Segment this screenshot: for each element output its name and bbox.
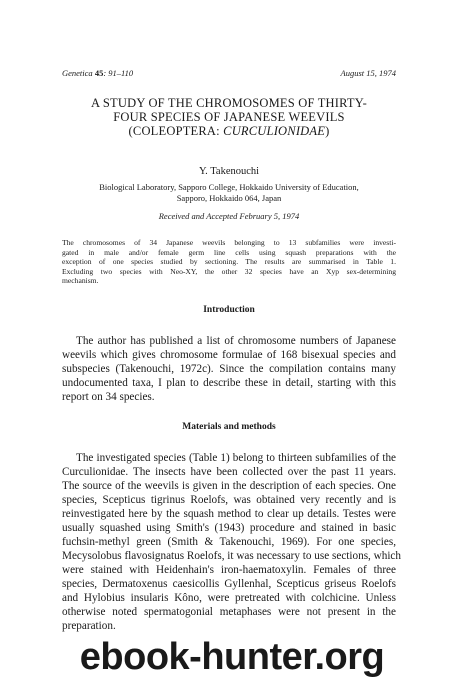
abstract-line: gated in male and/or female germ line cells using squash preparations with the: [62, 247, 396, 257]
paragraph-line: usually squashed using Smith's (1943) procedure and stained in basic: [62, 522, 396, 534]
affiliation: [70, 182, 388, 204]
abstract: [62, 238, 396, 286]
paragraph-line: report on 34 species.: [62, 391, 155, 403]
paragraph-line: reinvestigated here by the squash method to clear up details. Testes were: [62, 508, 396, 520]
watermark-text: ebook-hunter.org: [79, 636, 385, 678]
title-line: FOUR SPECIES OF JAPANESE WEEVILS: [113, 110, 345, 124]
paragraph-line: preparation.: [62, 620, 116, 632]
paragraph-line: undocumented taxa, I plan to describe these in detail, starting with this: [62, 377, 396, 389]
paper-title: [55, 96, 403, 138]
paragraph-line: The author has published a list of chromosome numbers of Japanese: [76, 335, 396, 347]
paragraph-line: subspecies (Takenouchi, 1972c). Since the compilation contains many: [62, 363, 396, 375]
author-name: Y. Takenouchi: [198, 166, 260, 177]
family-name: CURCULIONIDAE: [223, 124, 326, 138]
paragraph-line: The source of the weevils is given in the description of each species. One: [62, 480, 396, 492]
introduction-paragraph: [62, 334, 396, 404]
abstract-line: Excluding two species with Neo-XY, the other 32 species have an Xyp sex-determining: [62, 266, 396, 276]
affiliation-line: Sapporo, Hokkaido 064, Japan: [176, 193, 282, 203]
paragraph-line: weevils which gives chromosome formulae of 168 bisexual species and: [62, 349, 396, 361]
paragraph-line: otherwise noted spermatogonial metaphases were not present in the: [62, 606, 396, 618]
paragraph-line: Mecysolobus flavosignatus Roelofs, it was necessary to use sections, which: [62, 550, 401, 562]
received-date: Received and Accepted February 5, 1974: [158, 211, 300, 221]
paragraph-line: fuchsin-methyl green (Smith & Takenouchi, 1969). For one species,: [62, 536, 396, 548]
journal-citation: [62, 68, 133, 78]
title-line: A STUDY OF THE CHROMOSOMES OF THIRTY-: [91, 96, 367, 110]
paragraph-line: Curculionidae. The insects have been collected over the past 11 years.: [62, 466, 396, 478]
paragraph-line: The investigated species (Table 1) belong to thirteen subfamilies of the: [76, 452, 396, 464]
abstract-line: exception of one species studied by sectioning. The results are summarised in Table 1.: [62, 257, 396, 266]
methods-paragraph: [62, 451, 401, 633]
journal-volume: 45: [94, 68, 104, 78]
journal-pages: : 91–110: [103, 68, 134, 78]
section-heading-methods: Materials and methods: [182, 422, 276, 432]
paragraph-line: and Hylobius insularis Kôno, were pretreated with colchicine. Unless: [62, 592, 396, 604]
paragraph-line: species, Scepticus tigrinus Roelofs, was obtained very recently and is: [62, 494, 396, 506]
affiliation-line: Biological Laboratory, Sapporo College, Hokkaido University of Education,: [99, 182, 359, 192]
journal-name: Genetica: [62, 68, 93, 78]
publication-date: August 15, 1974: [340, 68, 396, 78]
title-line: (COLEOPTERA: CURCULIONIDAE): [128, 124, 330, 138]
abstract-line: mechanism.: [62, 276, 99, 285]
section-heading-introduction: Introduction: [203, 305, 255, 315]
abstract-line: The chromosomes of 34 Japanese weevils belonging to 13 subfamilies were investi-: [62, 238, 396, 247]
paragraph-line: species, Dermatoxenus caesicollis Gyllenhal, Scepticus griseus Roelofs: [62, 578, 396, 590]
paragraph-line: were stained with Heidenhain's iron-haematoxylin. Females of three: [62, 564, 396, 576]
